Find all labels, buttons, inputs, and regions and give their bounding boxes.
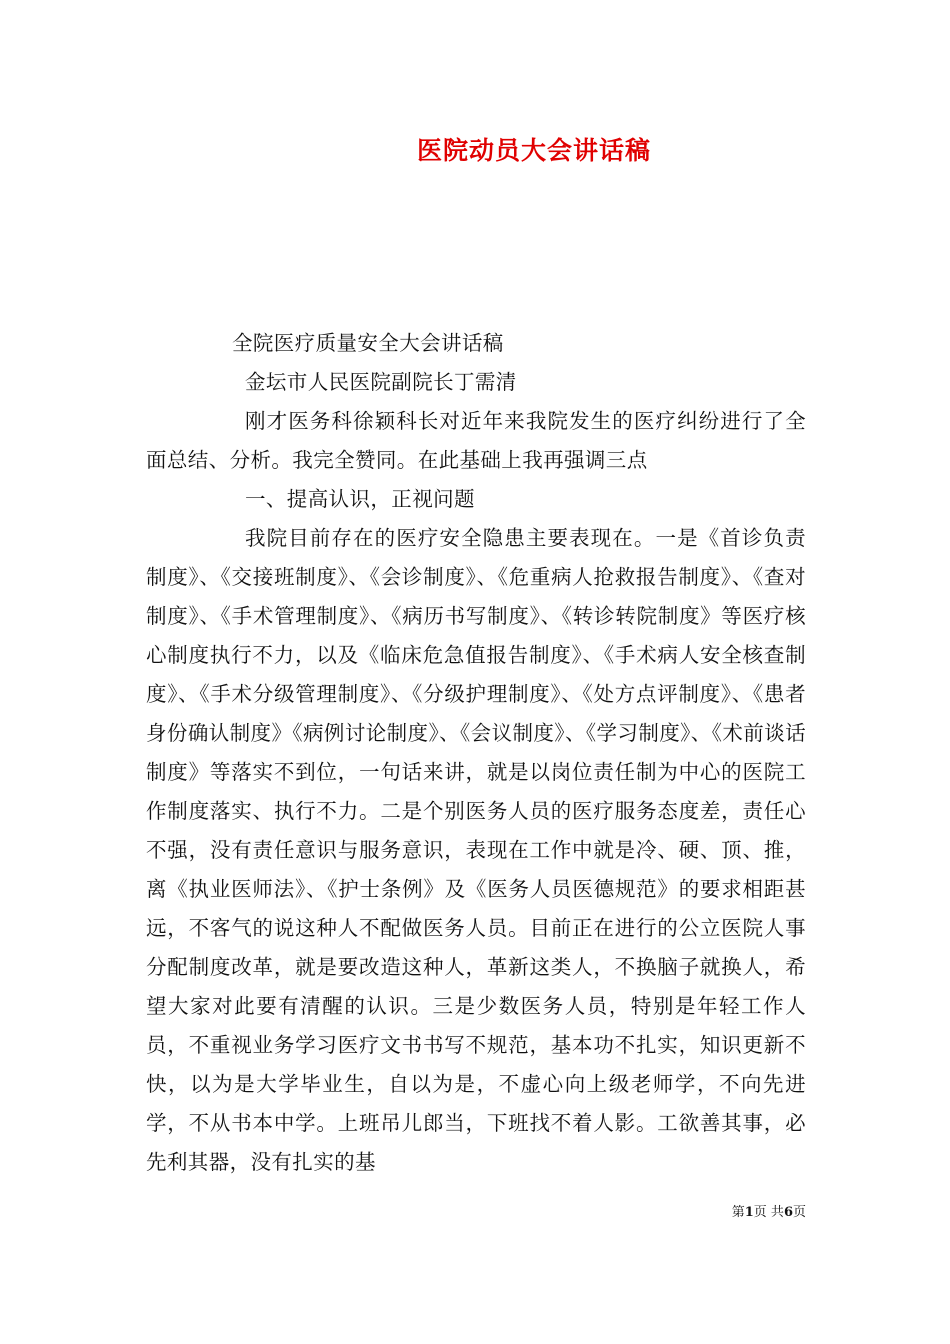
section-heading-1: 一、提高认识，正视问题: [245, 487, 475, 511]
footer-suffix: 页: [792, 1205, 806, 1220]
paragraph-intro: 刚才医务科徐颖科长对近年来我院发生的医疗纠纷进行了全面总结、分析。我完全赞同。在此基础上我再强调三点: [146, 409, 806, 472]
speech-subtitle: 全院医疗质量安全大会讲话稿: [232, 331, 504, 355]
document-body: [146, 324, 806, 1182]
page-footer: [0, 1203, 806, 1223]
footer-total-pages: 6: [783, 1205, 793, 1220]
author-line: 金坛市人民医院副院长丁需清: [245, 370, 517, 394]
footer-middle: 页 共: [753, 1205, 784, 1220]
footer-prefix: 第: [731, 1205, 745, 1220]
footer-current-page: 1: [744, 1205, 754, 1220]
document-title: 医院动员大会讲话稿: [416, 136, 651, 165]
paragraph-main: 我院目前存在的医疗安全隐患主要表现在。一是《首诊负责制度》、《交接班制度》、《会诊制度》、《危重病人抢救报告制度》、《查对制度》、《手术管理制度》、《病历书写制度》、《转诊转院制度》等医疗核心制度执行不力，以及《临床危急值报告制度》、《手术病人安全核查制度》、《手术分级管理制度》、《分级护理制度》、《处方点评制度》、《患者身份确认制度》《病例讨论制度》、《会议制度》、《学习制度》、《术前谈话制度》等落实不到位，一句话来讲，就是以岗位责任制为中心的医院工作制度落实、执行不力。二是个别医务人员的医疗服务态度差，责任心不强，没有责任意识与服务意识，表现在工作中就是冷、硬、顶、推，离《执业医师法》、《护士条例》及《医务人员医德规范》的要求相距甚远，不客气的说这种人不配做医务人员。目前正在进行的公立医院人事分配制度改革，就是要改造这种人，革新这类人，不换脑子就换人，希望大家对此要有清醒的认识。三是少数医务人员，特别是年轻工作人员，不重视业务学习医疗文书书写不规范，基本功不扎实，知识更新不快，以为是大学毕业生，自以为是，不虚心向上级老师学，不向先进学，不从书本中学。上班吊儿郎当，下班找不着人影。工欲善其事，必先利其器，没有扎实的基: [146, 526, 806, 1174]
